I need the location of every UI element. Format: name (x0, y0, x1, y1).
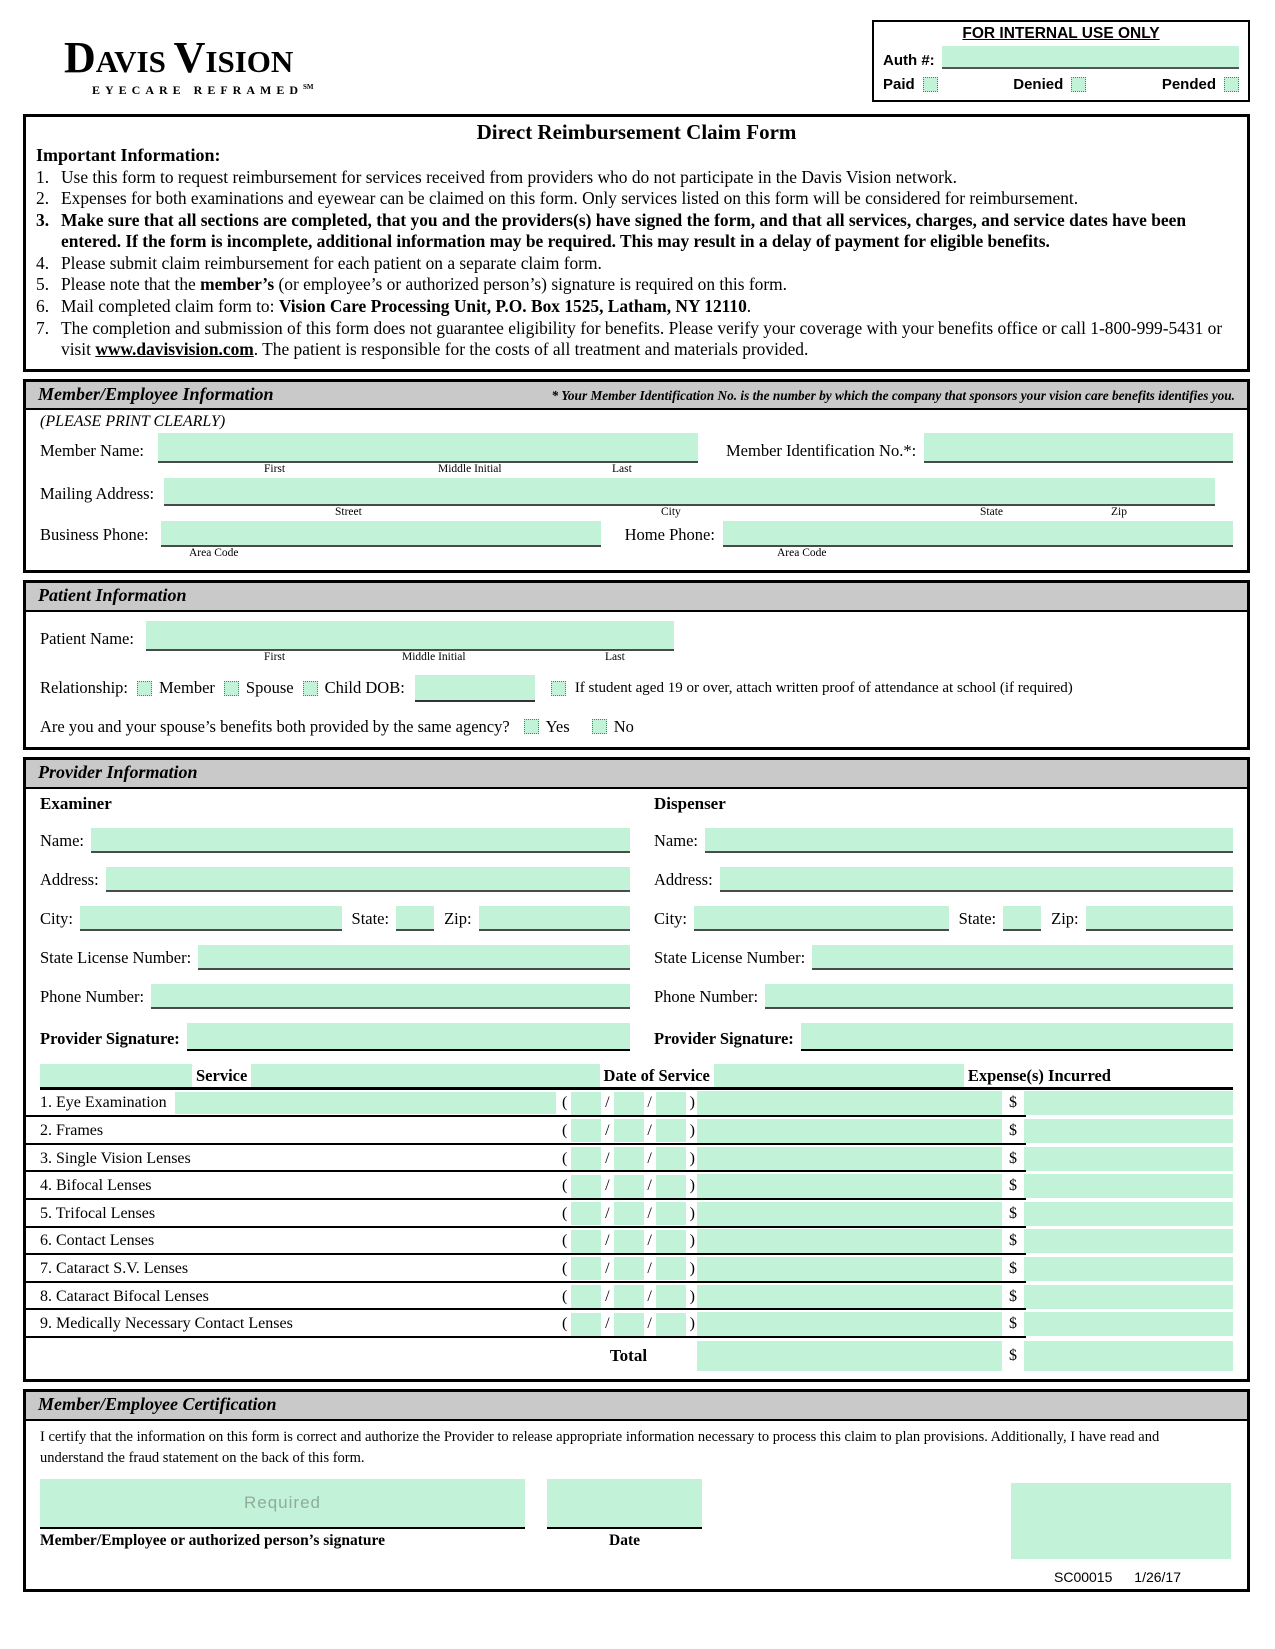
member-id-label: Member Identification No.*: (726, 441, 917, 461)
instruction-item (36, 253, 1237, 275)
instruction-number: 4. (36, 252, 50, 273)
instruction-text: The completion and submission of this form does not guarantee eligibility for benefits. Please verify your coverage with your benefits office or call 1-800-999-5431 or visit www.davisvision.com. The patient is responsible for the costs of all treatment and materials provided. (61, 317, 1223, 360)
member-id-note: * Your Member Identification No. is the number by which the company that sponsors your vision care benefits identifies you. (551, 387, 1235, 403)
examiner-signature-label: Provider Signature: (40, 1028, 180, 1048)
service-detail-field[interactable] (697, 1202, 1002, 1226)
instruction-number: 2. (36, 188, 50, 209)
header-field-3[interactable] (714, 1064, 964, 1087)
service-detail-field[interactable] (697, 1285, 1002, 1309)
mailing-address-field[interactable] (164, 478, 1215, 506)
paid-checkbox[interactable] (923, 77, 938, 92)
service-label: 3. Single Vision Lenses (40, 1149, 191, 1167)
date-month-field[interactable] (571, 1285, 601, 1308)
date-day-field[interactable] (614, 1119, 644, 1142)
zip-sublabel: Zip (1111, 506, 1127, 519)
date-separator: / (605, 1204, 610, 1222)
dispenser-phone-field[interactable] (765, 984, 1233, 1009)
dollar-sign: $ (1009, 1094, 1017, 1112)
logo-rest-ision: ISION (205, 44, 294, 79)
service-name-cell (40, 1283, 560, 1311)
paid-label: Paid (883, 76, 915, 93)
date-of-service-cell (560, 1257, 697, 1280)
date-day-field[interactable] (614, 1285, 644, 1308)
form-revision-date: 1/26/17 (1134, 1568, 1181, 1585)
service-detail-field[interactable] (697, 1257, 1002, 1281)
service-label: 7. Cataract S.V. Lenses (40, 1259, 189, 1277)
date-month-field[interactable] (571, 1119, 601, 1142)
date-separator: / (647, 1315, 652, 1333)
relationship-member-label: Member (159, 678, 215, 698)
total-dollar-sign: $ (1009, 1346, 1017, 1364)
member-name-field[interactable] (158, 433, 698, 463)
examiner-name-field[interactable] (91, 828, 630, 853)
patient-name-label: Patient Name: (40, 628, 134, 648)
dispenser-phone-label: Phone Number: (654, 986, 759, 1006)
service-table-header (40, 1063, 1233, 1090)
expenses-incurred-header: Expense(s) Incurred (967, 1065, 1111, 1085)
service-detail-field[interactable] (697, 1312, 1002, 1336)
relationship-spouse-label: Spouse (245, 678, 294, 698)
date-month-field[interactable] (571, 1202, 601, 1225)
date-of-service-cell (560, 1119, 697, 1142)
dollar-sign: $ (1009, 1177, 1017, 1195)
service-name-cell (40, 1145, 560, 1173)
instructions-box (23, 114, 1250, 372)
service-row (40, 1090, 1233, 1118)
dispenser-heading: Dispenser (654, 793, 726, 813)
dispenser-city-label: City: (654, 908, 688, 928)
provider-section-title: Provider Information (38, 761, 198, 782)
open-paren: ( (562, 1177, 568, 1195)
service-name-field[interactable] (175, 1092, 556, 1114)
instruction-text: Please submit claim reimbursement for each patient on a separate claim form. (61, 252, 602, 273)
patient-name-field[interactable] (146, 621, 674, 651)
member-section-title: Member/Employee Information (38, 383, 274, 404)
dollar-sign: $ (1009, 1204, 1017, 1222)
service-row (40, 1172, 1233, 1200)
service-name-cell (40, 1117, 560, 1145)
pended-checkbox[interactable] (1224, 77, 1239, 92)
patient-section-title: Patient Information (38, 585, 187, 606)
dispenser-state-label: State: (958, 908, 997, 928)
examiner-phone-label: Phone Number: (40, 986, 145, 1006)
state-sublabel: State (980, 506, 1003, 519)
header-field-2[interactable] (251, 1064, 599, 1087)
date-year-field[interactable] (656, 1092, 686, 1115)
last-sublabel: Last (605, 650, 625, 663)
total-label: Total (609, 1345, 648, 1365)
member-name-label: Member Name: (40, 441, 145, 461)
dollar-sign: $ (1009, 1259, 1017, 1277)
first-sublabel: First (264, 650, 286, 663)
service-mark: SM (303, 83, 314, 91)
service-row (40, 1117, 1233, 1145)
agency-no-label: No (613, 716, 634, 736)
date-month-field[interactable] (571, 1257, 601, 1280)
service-label: 9. Medically Necessary Contact Lenses (40, 1315, 293, 1333)
expense-amount-field[interactable] (1024, 1091, 1233, 1115)
date-separator: / (647, 1121, 652, 1139)
home-phone-field[interactable] (723, 521, 1233, 547)
date-day-field[interactable] (614, 1313, 644, 1336)
examiner-license-field[interactable] (198, 945, 630, 970)
date-separator: / (605, 1315, 610, 1333)
date-year-field[interactable] (656, 1285, 686, 1308)
date-year-field[interactable] (656, 1313, 686, 1336)
date-of-service-header: Date of Service (603, 1065, 710, 1085)
close-paren: ) (689, 1204, 695, 1222)
service-row (40, 1283, 1233, 1311)
date-separator: / (605, 1259, 610, 1277)
page-header (0, 0, 1275, 110)
examiner-address-label: Address: (40, 869, 99, 889)
child-dob-field[interactable] (415, 675, 535, 702)
service-name-cell (40, 1255, 560, 1283)
auth-number-label: Auth #: (883, 52, 935, 69)
relationship-member-checkbox[interactable] (137, 681, 152, 696)
dollar-sign: $ (1009, 1149, 1017, 1167)
certification-section (23, 1389, 1250, 1592)
member-name-sublabels (40, 463, 1233, 478)
member-id-field[interactable] (924, 433, 1233, 463)
examiner-address-field[interactable] (106, 867, 630, 892)
dispenser-zip-field[interactable] (1086, 906, 1233, 931)
dispenser-name-field[interactable] (705, 828, 1233, 853)
date-day-field[interactable] (614, 1202, 644, 1225)
last-sublabel: Last (612, 463, 632, 476)
service-name-cell (40, 1200, 560, 1228)
dollar-sign: $ (1009, 1287, 1017, 1305)
print-clearly-note: (PLEASE PRINT CLEARLY) (40, 413, 226, 431)
dollar-sign: $ (1009, 1315, 1017, 1333)
form-code: SC00015 (1054, 1568, 1113, 1585)
logo-initial-v: V (173, 33, 206, 82)
open-paren: ( (562, 1259, 568, 1277)
date-of-service-cell (560, 1092, 697, 1115)
date-separator: / (647, 1232, 652, 1250)
service-name-cell (40, 1090, 560, 1118)
date-of-service-cell (560, 1313, 697, 1336)
close-paren: ) (689, 1315, 695, 1333)
internal-use-title: FOR INTERNAL USE ONLY (962, 25, 1160, 42)
business-phone-field[interactable] (161, 521, 601, 547)
open-paren: ( (562, 1094, 568, 1112)
instruction-number: 5. (36, 274, 50, 295)
first-sublabel: First (264, 463, 286, 476)
service-detail-field[interactable] (697, 1229, 1002, 1253)
dispenser-signature-label: Provider Signature: (654, 1028, 794, 1048)
date-of-service-cell (560, 1147, 697, 1170)
service-label: 5. Trifocal Lenses (40, 1204, 156, 1222)
examiner-phone-field[interactable] (151, 984, 630, 1009)
examiner-signature-field[interactable] (187, 1023, 630, 1051)
close-paren: ) (689, 1177, 695, 1195)
auth-number-field[interactable] (942, 46, 1239, 69)
logo-rest-avis: AVIS (95, 44, 166, 79)
date-day-field[interactable] (614, 1257, 644, 1280)
street-sublabel: Street (335, 506, 362, 519)
patient-information-section (23, 580, 1250, 750)
dispenser-license-label: State License Number: (654, 947, 806, 967)
internal-use-box (872, 20, 1250, 102)
date-day-field[interactable] (614, 1230, 644, 1253)
expense-amount-field[interactable] (1024, 1147, 1233, 1171)
date-year-field[interactable] (656, 1147, 686, 1170)
date-year-field[interactable] (656, 1202, 686, 1225)
instruction-text: Make sure that all sections are completed, that you and the providers(s) have signed the form, and that all services, charges, and service dates have been entered. If the form is incomplete, additional information may be required. This may result in a delay of payment for eligible benefits. (61, 209, 1186, 252)
mailing-address-label: Mailing Address: (40, 484, 155, 504)
expense-amount-field[interactable] (1024, 1119, 1233, 1143)
service-label: 1. Eye Examination (40, 1094, 167, 1112)
student-note: If student aged 19 or over, attach written proof of attendance at school (if required) (574, 679, 1073, 696)
open-paren: ( (562, 1287, 568, 1305)
business-phone-label: Business Phone: (40, 525, 149, 545)
child-dob-label: Child DOB: (324, 678, 405, 698)
service-table (40, 1063, 1233, 1373)
date-of-service-cell (560, 1230, 697, 1253)
service-label: 8. Cataract Bifocal Lenses (40, 1287, 209, 1305)
instruction-number: 3. (36, 209, 50, 230)
date-year-field[interactable] (656, 1119, 686, 1142)
date-year-field[interactable] (656, 1257, 686, 1280)
service-row (40, 1200, 1233, 1228)
date-separator: / (605, 1121, 610, 1139)
form-title: Direct Reimbursement Claim Form (476, 120, 797, 144)
total-detail-field[interactable] (697, 1341, 1002, 1371)
close-paren: ) (689, 1287, 695, 1305)
date-separator: / (647, 1094, 652, 1112)
instruction-item (36, 210, 1237, 253)
logo-initial-d: D (64, 33, 96, 82)
examiner-heading: Examiner (40, 793, 112, 813)
dispenser-license-field[interactable] (812, 945, 1233, 970)
open-paren: ( (562, 1121, 568, 1139)
dispenser-column (654, 794, 1233, 1051)
instruction-text: Mail completed claim form to: Vision Care Processing Unit, P.O. Box 1525, Latham, NY 12110. (61, 296, 752, 317)
middle-initial-sublabel: Middle Initial (402, 650, 466, 663)
area-code-sublabel-2: Area Code (777, 547, 827, 560)
date-month-field[interactable] (571, 1092, 601, 1115)
date-of-service-cell (560, 1175, 697, 1198)
area-code-sublabel: Area Code (189, 547, 239, 560)
dispenser-zip-label: Zip: (1051, 908, 1079, 928)
dispenser-address-field[interactable] (720, 867, 1233, 892)
member-signature-field[interactable] (40, 1479, 525, 1529)
member-signature-label: Member/Employee or authorized person’s signature (40, 1531, 385, 1549)
instruction-item (36, 296, 1237, 318)
service-row (40, 1310, 1233, 1338)
open-paren: ( (562, 1204, 568, 1222)
city-sublabel: City (661, 506, 681, 519)
date-year-field[interactable] (656, 1175, 686, 1198)
home-phone-label: Home Phone: (624, 525, 715, 545)
service-detail-field[interactable] (697, 1147, 1002, 1171)
important-information-heading: Important Information: (36, 145, 221, 165)
instruction-item (36, 318, 1237, 361)
agency-no-checkbox[interactable] (592, 719, 607, 734)
examiner-city-field[interactable] (80, 906, 342, 931)
open-paren: ( (562, 1232, 568, 1250)
service-name-cell (40, 1310, 560, 1338)
service-name-cell (40, 1228, 560, 1256)
service-row (40, 1228, 1233, 1256)
dollar-sign: $ (1009, 1121, 1017, 1139)
close-paren: ) (689, 1232, 695, 1250)
service-detail-field[interactable] (697, 1119, 1002, 1143)
examiner-zip-field[interactable] (479, 906, 630, 931)
expense-amount-field[interactable] (1024, 1174, 1233, 1198)
agency-yes-label: Yes (545, 716, 570, 736)
instruction-item (36, 167, 1237, 189)
instruction-text: Use this form to request reimbursement for services received from providers who do not participate in the Davis Vision network. (61, 166, 957, 187)
relationship-spouse-checkbox[interactable] (224, 681, 239, 696)
patient-section-header (26, 583, 1247, 612)
date-separator: / (647, 1259, 652, 1277)
address-sublabels (40, 506, 1233, 521)
examiner-city-label: City: (40, 908, 74, 928)
provider-section-header (26, 760, 1247, 789)
instruction-text: Expenses for both examinations and eyewear can be claimed on this form. Only services listed on this form will be considered for reimbursement. (61, 188, 1079, 209)
agency-yes-checkbox[interactable] (524, 719, 539, 734)
service-label: 2. Frames (40, 1121, 104, 1139)
signature-date-field[interactable] (547, 1479, 702, 1529)
certification-text: I certify that the information on this form is correct and authorize the Provider to release appropriate information necessary to process this claim to plan provisions. Additionally, I have read and understand the fraud statement on the back of this form. (40, 1428, 1160, 1466)
student-checkbox[interactable] (551, 681, 566, 696)
form-footer (1036, 1569, 1181, 1585)
date-separator: / (605, 1094, 610, 1112)
service-label: 6. Contact Lenses (40, 1232, 155, 1250)
date-month-field[interactable] (571, 1175, 601, 1198)
dispenser-state-field[interactable] (1003, 906, 1041, 931)
pended-label: Pended (1161, 76, 1217, 93)
denied-checkbox[interactable] (1071, 77, 1086, 92)
member-section-header (26, 382, 1247, 411)
close-paren: ) (689, 1149, 695, 1167)
denied-label: Denied (1013, 76, 1064, 93)
expense-amount-field[interactable] (1024, 1257, 1233, 1281)
close-paren: ) (689, 1094, 695, 1112)
date-of-service-cell (560, 1202, 697, 1225)
date-separator: / (647, 1204, 652, 1222)
total-amount-field[interactable] (1024, 1341, 1233, 1371)
instruction-item (36, 188, 1237, 210)
service-rows (40, 1090, 1233, 1338)
logo-tagline: EYECARE REFRAMED℠ (92, 83, 314, 97)
service-detail-field[interactable] (697, 1174, 1002, 1198)
date-separator: / (647, 1177, 652, 1195)
logo-wordmark (64, 33, 314, 82)
examiner-state-label: State: (351, 908, 390, 928)
dispenser-city-field[interactable] (694, 906, 949, 931)
open-paren: ( (562, 1315, 568, 1333)
agency-question: Are you and your spouse’s benefits both provided by the same agency? (40, 716, 510, 736)
member-employee-information-section (23, 379, 1250, 574)
close-paren: ) (689, 1259, 695, 1277)
middle-initial-sublabel: Middle Initial (438, 463, 502, 476)
dispenser-signature-field[interactable] (801, 1023, 1233, 1051)
relationship-child-checkbox[interactable] (303, 681, 318, 696)
certification-section-header (26, 1392, 1247, 1421)
expense-amount-field[interactable] (1024, 1285, 1233, 1309)
service-row (40, 1145, 1233, 1173)
examiner-column (40, 794, 630, 1051)
examiner-license-label: State License Number: (40, 947, 192, 967)
dollar-sign: $ (1009, 1232, 1017, 1250)
date-separator: / (605, 1232, 610, 1250)
required-watermark: Required (244, 1492, 321, 1512)
date-separator: / (605, 1177, 610, 1195)
expense-amount-field[interactable] (1024, 1312, 1233, 1336)
instruction-number: 6. (36, 296, 50, 317)
open-paren: ( (562, 1149, 568, 1167)
examiner-zip-label: Zip: (444, 908, 472, 928)
date-separator: / (647, 1287, 652, 1305)
date-day-field[interactable] (614, 1147, 644, 1170)
service-detail-field[interactable] (697, 1091, 1002, 1115)
date-year-field[interactable] (656, 1230, 686, 1253)
date-month-field[interactable] (571, 1230, 601, 1253)
date-day-field[interactable] (614, 1092, 644, 1115)
phone-sublabels (40, 547, 1233, 562)
instruction-number: 1. (36, 166, 50, 187)
date-separator: / (647, 1149, 652, 1167)
dispenser-address-label: Address: (654, 869, 713, 889)
davis-vision-logo (64, 33, 314, 98)
service-header: Service (196, 1065, 248, 1085)
close-paren: ) (689, 1121, 695, 1139)
service-row (40, 1255, 1233, 1283)
header-field-1[interactable] (40, 1064, 192, 1087)
relationship-label: Relationship: (40, 678, 128, 698)
date-separator: / (605, 1287, 610, 1305)
date-separator: / (605, 1149, 610, 1167)
patient-name-sublabels (40, 651, 1233, 666)
date-day-field[interactable] (614, 1175, 644, 1198)
total-row (40, 1339, 1233, 1373)
certification-section-title: Member/Employee Certification (38, 1393, 277, 1414)
date-label: Date (609, 1531, 640, 1549)
instruction-text: Please note that the member’s (or employee’s or authorized person’s) signature is required on this form. (61, 274, 788, 295)
date-of-service-cell (560, 1285, 697, 1308)
date-month-field[interactable] (571, 1313, 601, 1336)
examiner-name-label: Name: (40, 830, 84, 850)
service-name-cell (40, 1172, 560, 1200)
service-label: 4. Bifocal Lenses (40, 1177, 152, 1195)
instructions-list (36, 167, 1237, 361)
instruction-number: 7. (36, 317, 50, 338)
date-month-field[interactable] (571, 1147, 601, 1170)
dispenser-name-label: Name: (654, 830, 698, 850)
instruction-item (36, 274, 1237, 296)
provider-information-section (23, 757, 1250, 1382)
expense-amount-field[interactable] (1024, 1202, 1233, 1226)
expense-amount-field[interactable] (1024, 1229, 1233, 1253)
certification-extra-field[interactable] (1011, 1483, 1231, 1559)
examiner-state-field[interactable] (396, 906, 434, 931)
